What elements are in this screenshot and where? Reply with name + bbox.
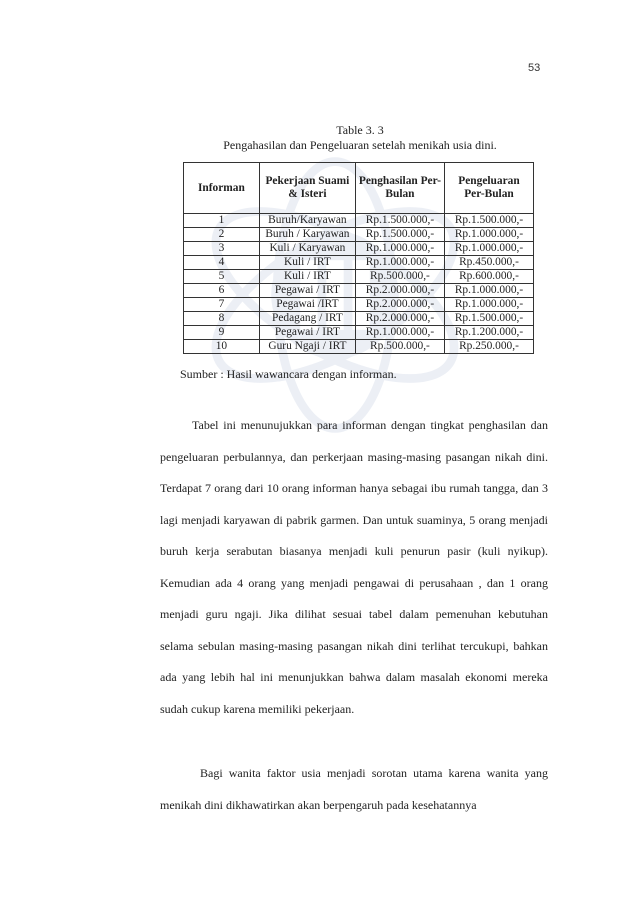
cell-informan: 1	[184, 214, 260, 228]
cell-penghasilan: Rp.2.000.000,-	[355, 312, 444, 326]
header-penghasilan: Penghasilan Per-Bulan	[355, 163, 444, 214]
table-row	[184, 326, 534, 340]
table-row	[184, 214, 534, 228]
header-pengeluaran: Pengeluaran Per-Bulan	[444, 163, 533, 214]
cell-penghasilan: Rp.2.000.000,-	[355, 284, 444, 298]
cell-informan: 10	[184, 340, 260, 354]
cell-pengeluaran: Rp.1.500.000,-	[444, 214, 533, 228]
table-title: Table 3. 3	[336, 123, 384, 137]
cell-pengeluaran: Rp.600.000,-	[444, 270, 533, 284]
table-row	[184, 270, 534, 284]
cell-pengeluaran: Rp.1.000.000,-	[444, 228, 533, 242]
table-row	[184, 312, 534, 326]
cell-informan: 2	[184, 228, 260, 242]
table-row	[184, 284, 534, 298]
cell-penghasilan: Rp.1.500.000,-	[355, 228, 444, 242]
cell-penghasilan: Rp.500.000,-	[355, 340, 444, 354]
cell-informan: 8	[184, 312, 260, 326]
page-number: 53	[528, 62, 541, 74]
cell-pengeluaran: Rp.1.000.000,-	[444, 298, 533, 312]
table-row	[184, 340, 534, 354]
table-row	[184, 242, 534, 256]
cell-penghasilan: Rp.1.000.000,-	[355, 326, 444, 340]
header-pekerjaan: Pekerjaan Suami & Isteri	[259, 163, 355, 214]
cell-informan: 4	[184, 256, 260, 270]
cell-penghasilan: Rp.1.000.000,-	[355, 242, 444, 256]
cell-pekerjaan: Kuli / Karyawan	[259, 242, 355, 256]
cell-pekerjaan: Kuli / IRT	[259, 270, 355, 284]
cell-pekerjaan: Pegawai / IRT	[259, 326, 355, 340]
table-body	[184, 214, 534, 354]
cell-pengeluaran: Rp.1.500.000,-	[444, 312, 533, 326]
income-expense-table	[183, 162, 534, 354]
cell-informan: 6	[184, 284, 260, 298]
table-header-row	[184, 163, 534, 214]
table-row	[184, 256, 534, 270]
cell-pekerjaan: Kuli / IRT	[259, 256, 355, 270]
cell-informan: 3	[184, 242, 260, 256]
cell-pengeluaran: Rp.1.200.000,-	[444, 326, 533, 340]
cell-penghasilan: Rp.500.000,-	[355, 270, 444, 284]
cell-pekerjaan: Buruh/Karyawan	[259, 214, 355, 228]
cell-penghasilan: Rp.1.500.000,-	[355, 214, 444, 228]
table-row	[184, 228, 534, 242]
table-subtitle: Pengahasilan dan Pengeluaran setelah menikah usia dini.	[223, 138, 497, 152]
cell-pengeluaran: Rp.250.000,-	[444, 340, 533, 354]
cell-pekerjaan: Buruh / Karyawan	[259, 228, 355, 242]
cell-informan: 9	[184, 326, 260, 340]
cell-pengeluaran: Rp.1.000.000,-	[444, 242, 533, 256]
header-informan: Informan	[184, 163, 260, 214]
cell-pekerjaan: Pegawai /IRT	[259, 298, 355, 312]
cell-informan: 5	[184, 270, 260, 284]
cell-pekerjaan: Pegawai / IRT	[259, 284, 355, 298]
cell-pekerjaan: Guru Ngaji / IRT	[259, 340, 355, 354]
cell-pekerjaan: Pedagang / IRT	[259, 312, 355, 326]
cell-pengeluaran: Rp.450.000,-	[444, 256, 533, 270]
cell-penghasilan: Rp.1.000.000,-	[355, 256, 444, 270]
table-source-note: Sumber : Hasil wawancara dengan informan.	[180, 367, 397, 381]
cell-informan: 7	[184, 298, 260, 312]
table-row	[184, 298, 534, 312]
cell-penghasilan: Rp.2.000.000,-	[355, 298, 444, 312]
cell-pengeluaran: Rp.1.000.000,-	[444, 284, 533, 298]
body-paragraph: Bagi wanita faktor usia menjadi sorotan utama karena wanita yang menikah dini dikhawatirkan akan berpengaruh pada kesehatannya	[160, 766, 548, 812]
body-paragraph: Tabel ini menunujukkan para informan dengan tingkat penghasilan dan pengeluaran perbulannya, dan perkerjaan masing-masing pasangan nikah dini. Terdapat 7 orang dari 10 orang informan hanya sebagai ibu rumah tangga, dan 3 lagi menjadi karyawan di pabrik garmen. Dan untuk suaminya, 5 orang menjadi buruh kerja serabutan biasanya menjadi kuli penurun pasir (kuli nyikup). Kemudian ada 4 orang yang menjadi pengawai di perusahaan , dan 1 orang menjadi guru ngaji. Jika dilihat sesuai tabel dalam pemenuhan kebutuhan selama sebulan masing-masing pasangan nikah dini terlihat tercukupi, bahkan ada yang lebih hal ini menunjukkan bahwa dalam masalah ekonomi mereka sudah cukup karena memiliki pekerjaan.	[160, 418, 548, 716]
